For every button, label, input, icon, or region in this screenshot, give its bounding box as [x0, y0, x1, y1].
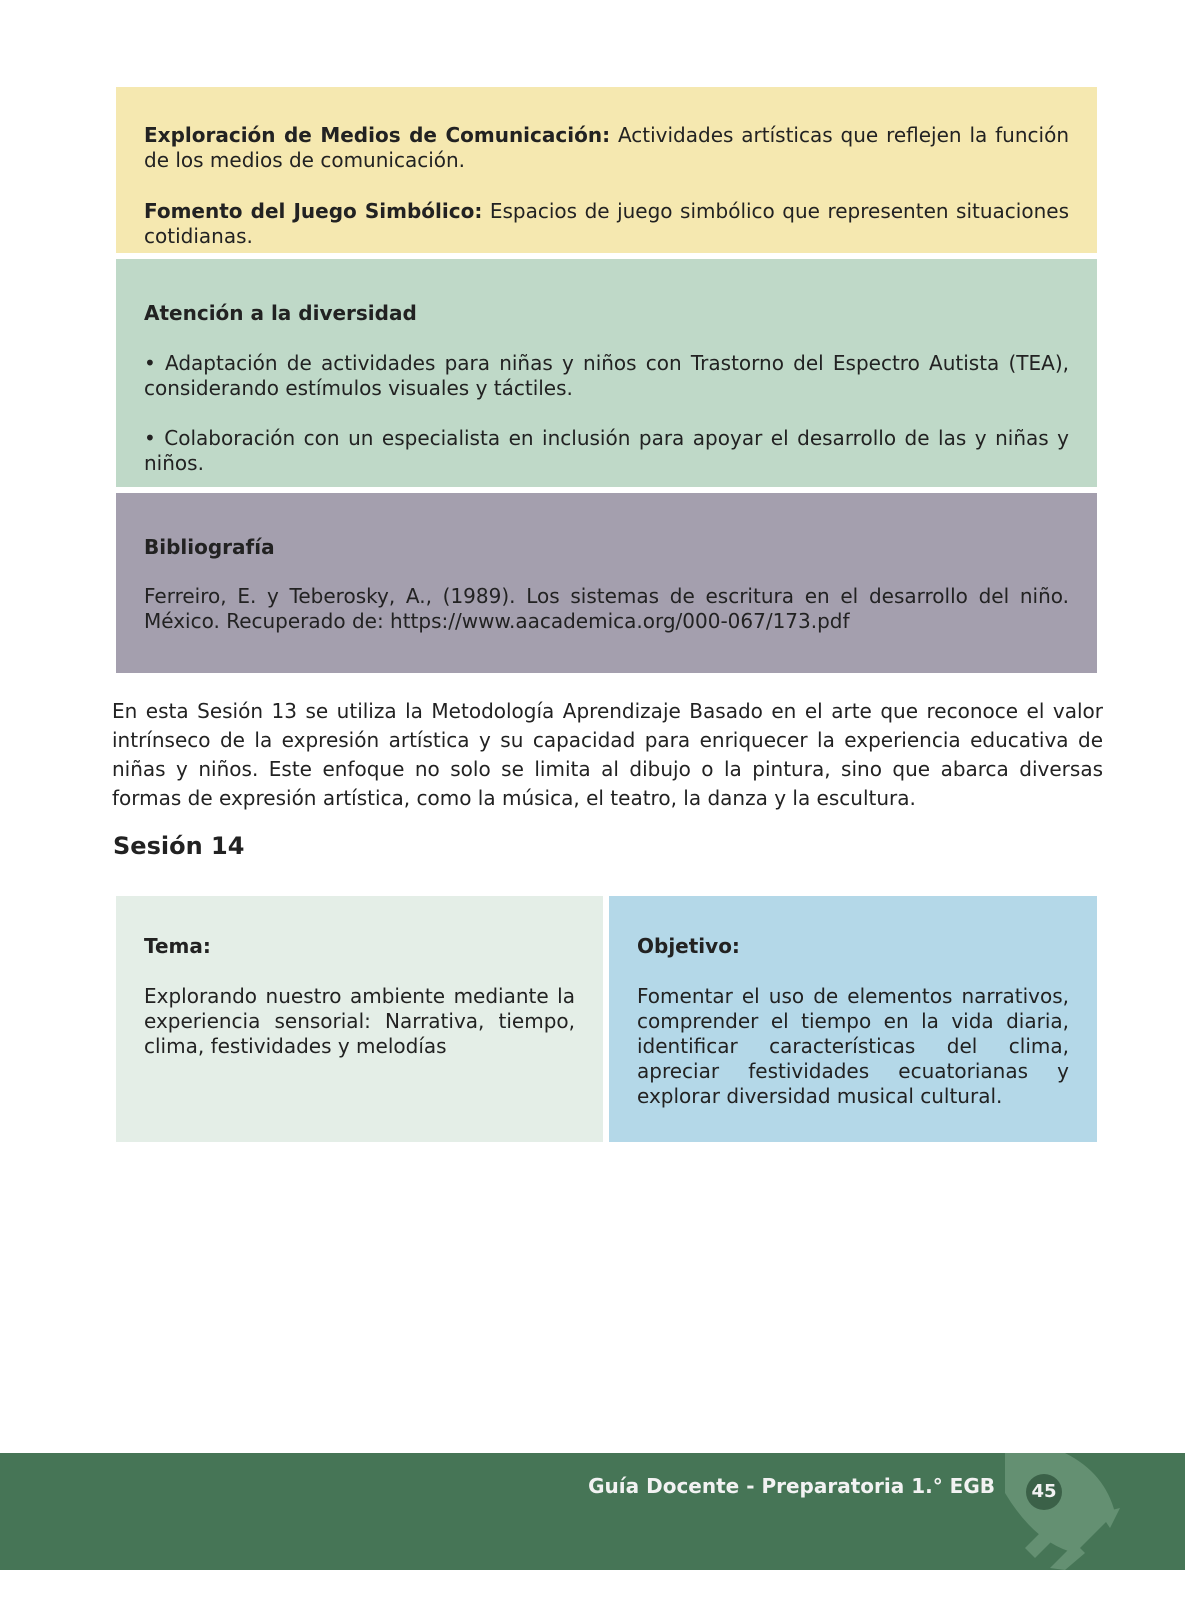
footer-bar [0, 1453, 1185, 1570]
page-number: 45 [1026, 1474, 1062, 1510]
bibliography-reference: Ferreiro, E. y Teberosky, A., (1989). Los sistemas de escritura en el desarrollo del niño. México. Recuperado de: https://www.aacademica.org/000-067/173.pdf [144, 584, 1069, 633]
diversity-item: • Adaptación de actividades para niñas y niños con Trastorno del Espectro Autista (TEA), considerando estímulos visuales y táctiles. [144, 351, 1069, 400]
diversity-box [116, 259, 1097, 487]
rocket-icon [995, 1453, 1135, 1570]
objetivo-cell [609, 896, 1097, 1142]
diversity-item: • Colaboración con un especialista en inclusión para apoyar el desarrollo de las y niñas y niños. [144, 426, 1069, 475]
activity-media-exploration [144, 123, 1069, 173]
objetivo-text: Fomentar el uso de elementos narrativos, comprender el tiempo en la vida diaria, identificar características del clima, apreciar festividades ecuatorianas y explorar diversidad musical cultural. [637, 984, 1069, 1108]
bibliography-box [116, 493, 1097, 673]
guide-title: Guía Docente - Preparatoria 1.° EGB [588, 1474, 995, 1498]
tema-text: Explorando nuestro ambiente mediante la experiencia sensorial: Narrativa, tiempo, clima, festividades y melodías [144, 984, 575, 1058]
activity-symbolic-play [144, 199, 1069, 249]
activity-label: Fomento del Juego Simbólico: [144, 199, 483, 223]
activity-text: Actividades artísticas que reflejen la función de los medios de comunicación. [144, 123, 1069, 172]
activities-box [116, 87, 1097, 253]
tema-label: Tema: [144, 934, 211, 958]
diversity-heading: Atención a la diversidad [144, 301, 417, 325]
methodology-paragraph: En esta Sesión 13 se utiliza la Metodología Aprendizaje Basado en el arte que reconoce el valor intrínseco de la expresión artística y su capacidad para enriquecer la experiencia educativa de niñas y niños. Este enfoque no solo se limita al dibujo o la pintura, sino que abarca diversas formas de expresión artística, como la música, el teatro, la danza y la escultura. [112, 699, 1103, 810]
activity-text: Espacios de juego simbólico que representen situaciones cotidianas. [144, 199, 1069, 248]
tema-cell [116, 896, 603, 1142]
activity-label: Exploración de Medios de Comunicación: [144, 123, 611, 147]
bibliography-heading: Bibliografía [144, 535, 275, 559]
session-title: Sesión 14 [113, 832, 245, 860]
objetivo-label: Objetivo: [637, 934, 740, 958]
